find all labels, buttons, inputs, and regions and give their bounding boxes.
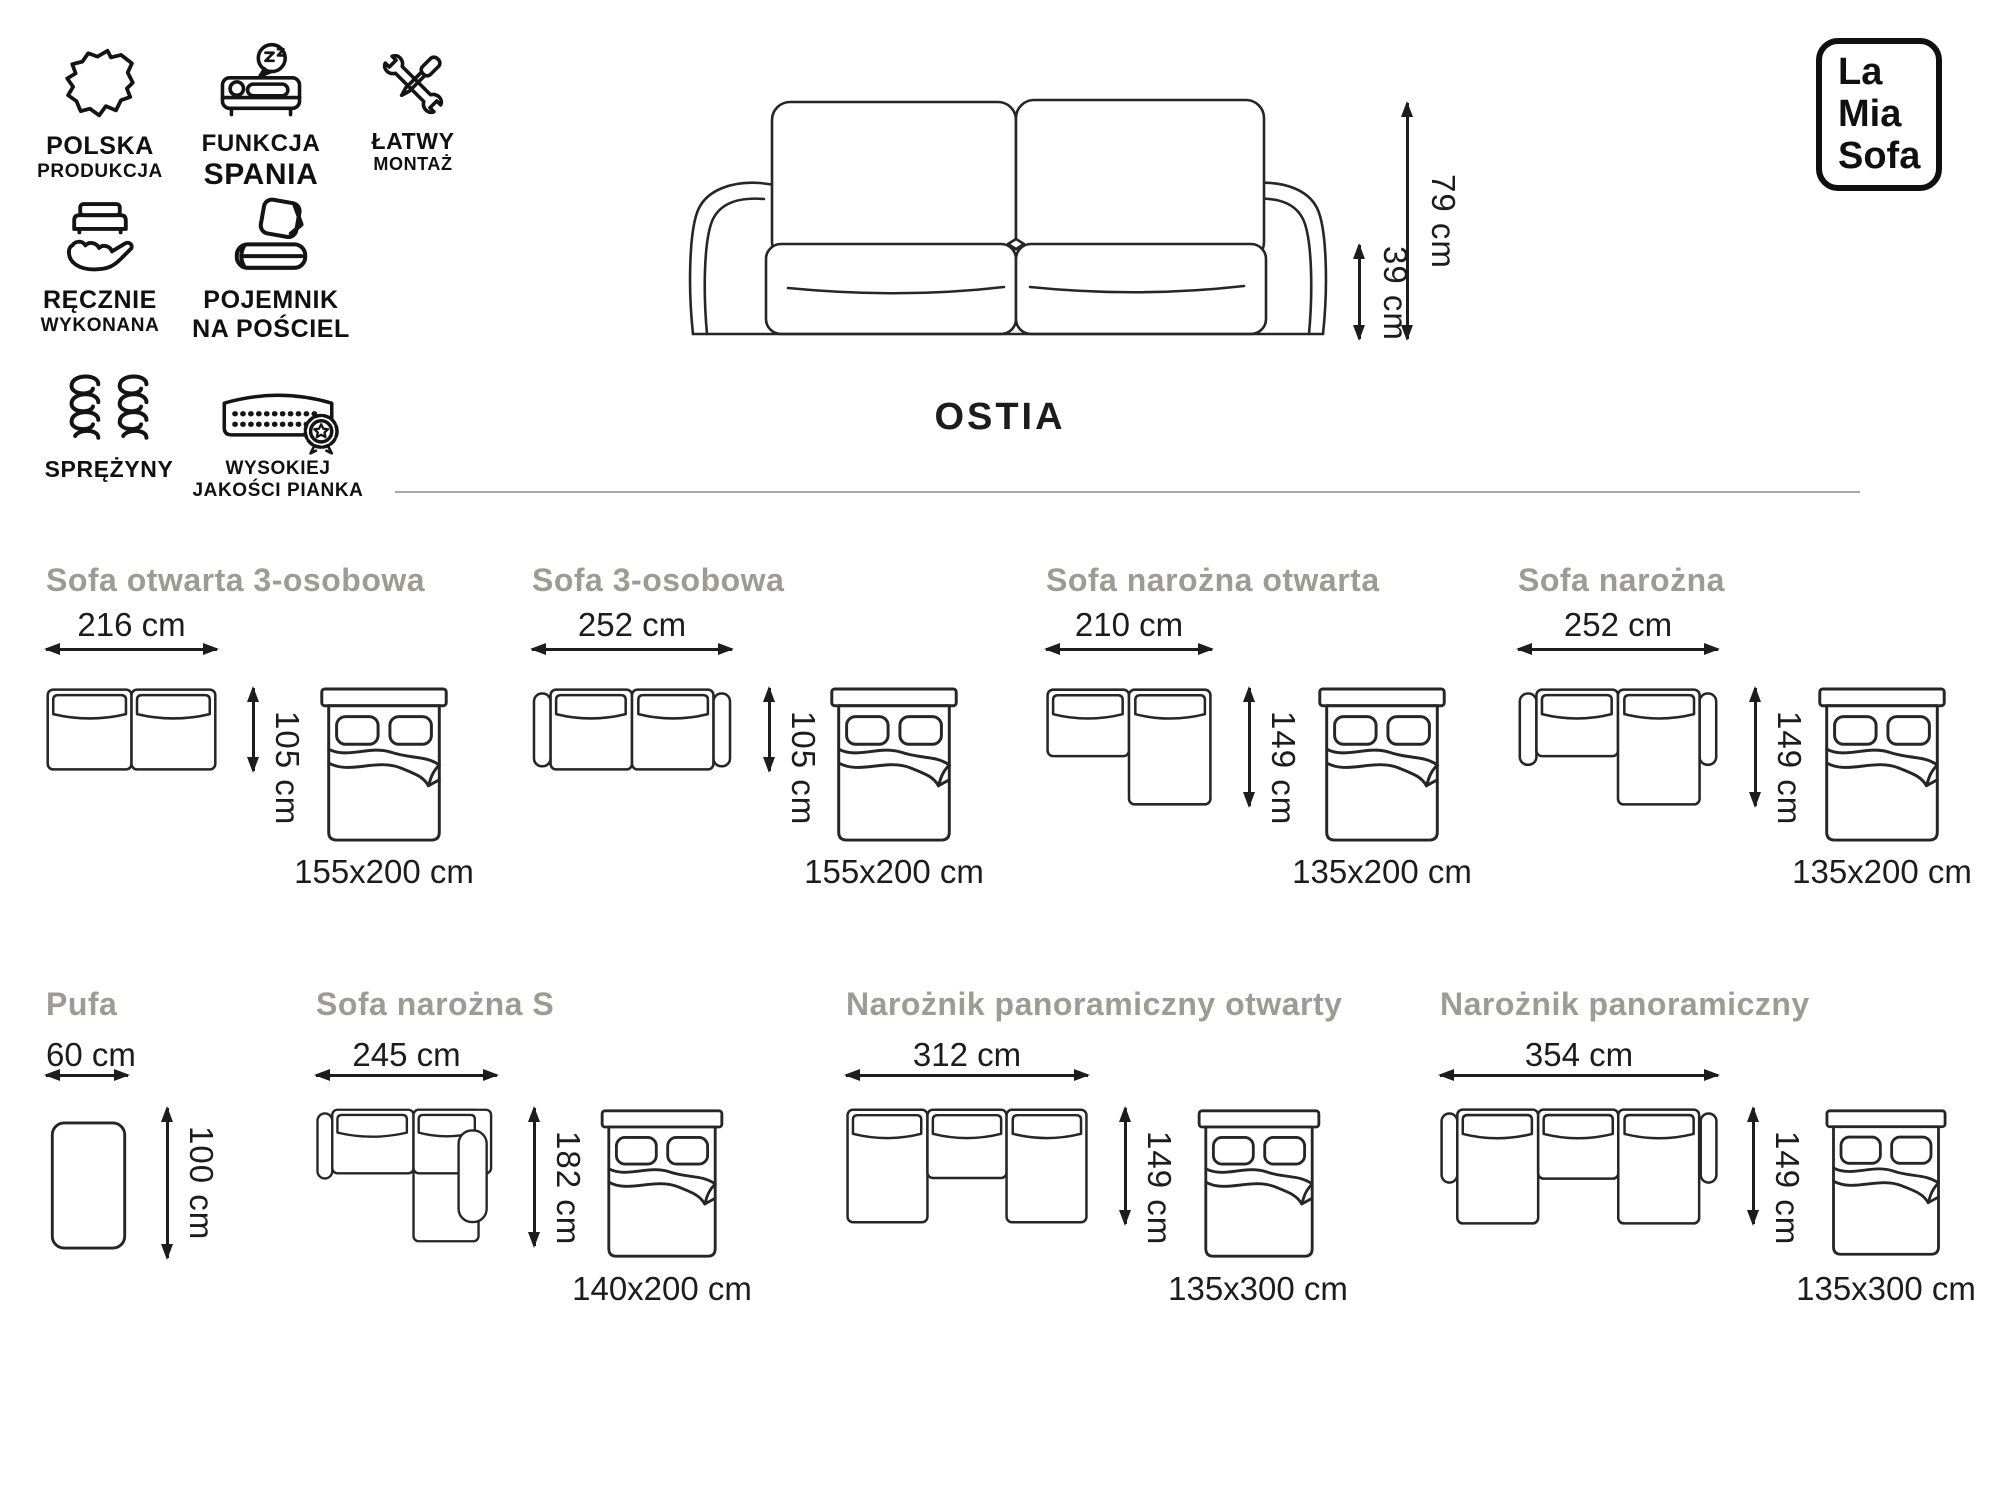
bed-size-label: 140x200 cm	[572, 1270, 752, 1307]
bed-top-view	[1817, 686, 1947, 844]
depth-dimension-label: 105 cm	[785, 710, 822, 826]
width-dimension-label: 60 cm	[46, 1036, 136, 1073]
depth-dimension-arrow	[1752, 1108, 1755, 1224]
depth-dimension-arrow	[252, 688, 255, 771]
width-dimension-label: 252 cm	[1563, 606, 1673, 643]
depth-dimension-arrow	[1248, 688, 1251, 806]
config-naroznik-panoramiczny	[1440, 986, 1990, 1316]
feature-polska-produkcja	[20, 44, 180, 183]
feature-pojemnik-na-posciel	[192, 194, 350, 344]
bed-size-label: 135x200 cm	[1792, 853, 1972, 890]
bed-size-label: 155x200 cm	[804, 853, 984, 890]
feature-label: RĘCZNIE	[43, 286, 157, 314]
config-name: Sofa narożna otwarta	[1046, 562, 1380, 598]
config-name: Sofa otwarta 3-osobowa	[46, 562, 426, 598]
config-sofa-otwarta-3-osobowa	[46, 562, 506, 892]
feature-recznie-wykonana	[24, 198, 176, 337]
config-name: Narożnik panoramiczny	[1440, 986, 1810, 1022]
bed-top-view	[1317, 686, 1447, 844]
depth-dimension-arrow	[166, 1108, 169, 1258]
config-sofa-3-osobowa	[532, 562, 1002, 892]
depth-dimension-label: 149 cm	[1265, 710, 1302, 826]
height-dimension-label: 79 cm	[1425, 173, 1462, 269]
bed-top-view	[1824, 1108, 1948, 1258]
section-divider	[395, 491, 1860, 493]
sofa-top-view	[1518, 688, 1718, 806]
bed-size-label: 155x200 cm	[294, 853, 474, 890]
brand-logo	[1816, 38, 1942, 191]
bed-size-label: 135x300 cm	[1168, 1270, 1348, 1307]
width-dimension-arrow	[1046, 648, 1212, 651]
springs-icon	[57, 370, 161, 452]
width-dimension-label: 245 cm	[352, 1036, 461, 1073]
width-dimension-label: 210 cm	[1074, 606, 1184, 643]
easy-assembly-icon	[373, 44, 453, 124]
width-dimension-arrow	[46, 648, 217, 651]
depth-dimension-label: 149 cm	[1769, 1130, 1806, 1246]
bed-size-label: 135x300 cm	[1796, 1270, 1976, 1307]
bed-size-label: 135x200 cm	[1292, 853, 1472, 890]
pufa-top-view	[49, 1108, 128, 1263]
depth-dimension-label: 105 cm	[269, 710, 306, 826]
config-pufa	[46, 986, 306, 1316]
seat-height-dimension-label: 39 cm	[1377, 245, 1414, 341]
bedding-storage-icon	[223, 194, 319, 284]
depth-dimension-label: 182 cm	[550, 1130, 587, 1246]
product-title: OSTIA	[934, 396, 1066, 438]
feature-funkcja-spania	[186, 42, 336, 192]
feature-label: POLSKA	[46, 132, 154, 160]
sofa-top-view	[1046, 688, 1212, 806]
feature-sublabel: MONTAŻ	[373, 154, 453, 175]
sofa-top-view	[846, 1108, 1088, 1224]
config-name: Sofa narożna	[1518, 562, 1725, 598]
config-sofa-narozna	[1518, 562, 1988, 892]
depth-dimension-label: 149 cm	[1141, 1130, 1178, 1246]
width-dimension-arrow	[1518, 648, 1718, 651]
sofa-top-view	[316, 1108, 497, 1243]
handmade-icon	[54, 198, 146, 284]
feature-label: FUNKCJA	[201, 130, 321, 157]
width-dimension-label: 312 cm	[912, 1036, 1022, 1073]
width-dimension-arrow	[532, 648, 732, 651]
logo-line: Sofa	[1838, 134, 1921, 177]
feature-sublabel: JAKOŚCI PIANKA	[192, 479, 364, 501]
config-name: Narożnik panoramiczny otwarty	[846, 986, 1343, 1022]
feature-sublabel: PRODUKCJA	[37, 160, 163, 182]
width-dimension-label: 216 cm	[77, 606, 186, 643]
depth-dimension-arrow	[768, 688, 771, 771]
feature-sublabel: WYKONANA	[40, 314, 160, 336]
feature-sublabel: NA POŚCIEL	[192, 314, 350, 343]
config-sofa-narozna-s	[316, 986, 786, 1316]
logo-line: La	[1838, 51, 1883, 93]
feature-label: POJEMNIK	[203, 286, 339, 314]
sofa-top-view	[532, 688, 732, 771]
bed-top-view	[600, 1108, 724, 1260]
depth-dimension-arrow	[1124, 1108, 1127, 1224]
feature-sprezyny	[36, 370, 182, 482]
depth-dimension-label: 100 cm	[183, 1125, 220, 1241]
depth-dimension-label: 149 cm	[1771, 710, 1808, 826]
feature-label: WYSOKIEJ	[225, 458, 331, 479]
feature-label: ŁATWY	[371, 128, 455, 154]
sofa-top-view	[46, 688, 217, 771]
feature-wysokiej-jakosci-pianka	[192, 382, 364, 502]
depth-dimension-arrow	[533, 1108, 536, 1246]
width-dimension-arrow	[316, 1074, 497, 1077]
feature-label: SPRĘŻYNY	[44, 456, 174, 482]
sleep-function-icon	[211, 42, 311, 128]
width-dimension-label: 354 cm	[1524, 1036, 1634, 1073]
logo-line: Mia	[1838, 92, 1902, 135]
depth-dimension-arrow	[1754, 688, 1757, 806]
config-sofa-narozna-otwarta	[1046, 562, 1486, 892]
foam-icon	[211, 382, 345, 456]
width-dimension-label: 252 cm	[577, 606, 687, 643]
config-name: Sofa 3-osobowa	[532, 562, 785, 598]
feature-latwy-montaz	[348, 44, 478, 175]
seat-height-dimension-arrow	[1358, 245, 1361, 339]
config-naroznik-panoramiczny-otwarty	[846, 986, 1386, 1316]
bed-top-view	[829, 686, 959, 844]
width-dimension-arrow	[846, 1074, 1088, 1077]
config-name: Sofa narożna S	[316, 986, 555, 1022]
width-dimension-arrow	[1440, 1074, 1718, 1077]
width-dimension-arrow	[46, 1074, 128, 1077]
poland-map-icon	[58, 44, 142, 128]
sofa-top-view	[1440, 1108, 1718, 1225]
bed-top-view	[319, 686, 449, 844]
bed-top-view	[1197, 1108, 1321, 1260]
config-name: Pufa	[46, 986, 118, 1022]
sofa-front-drawing	[676, 68, 1340, 340]
feature-sublabel: SPANIA	[203, 157, 319, 191]
